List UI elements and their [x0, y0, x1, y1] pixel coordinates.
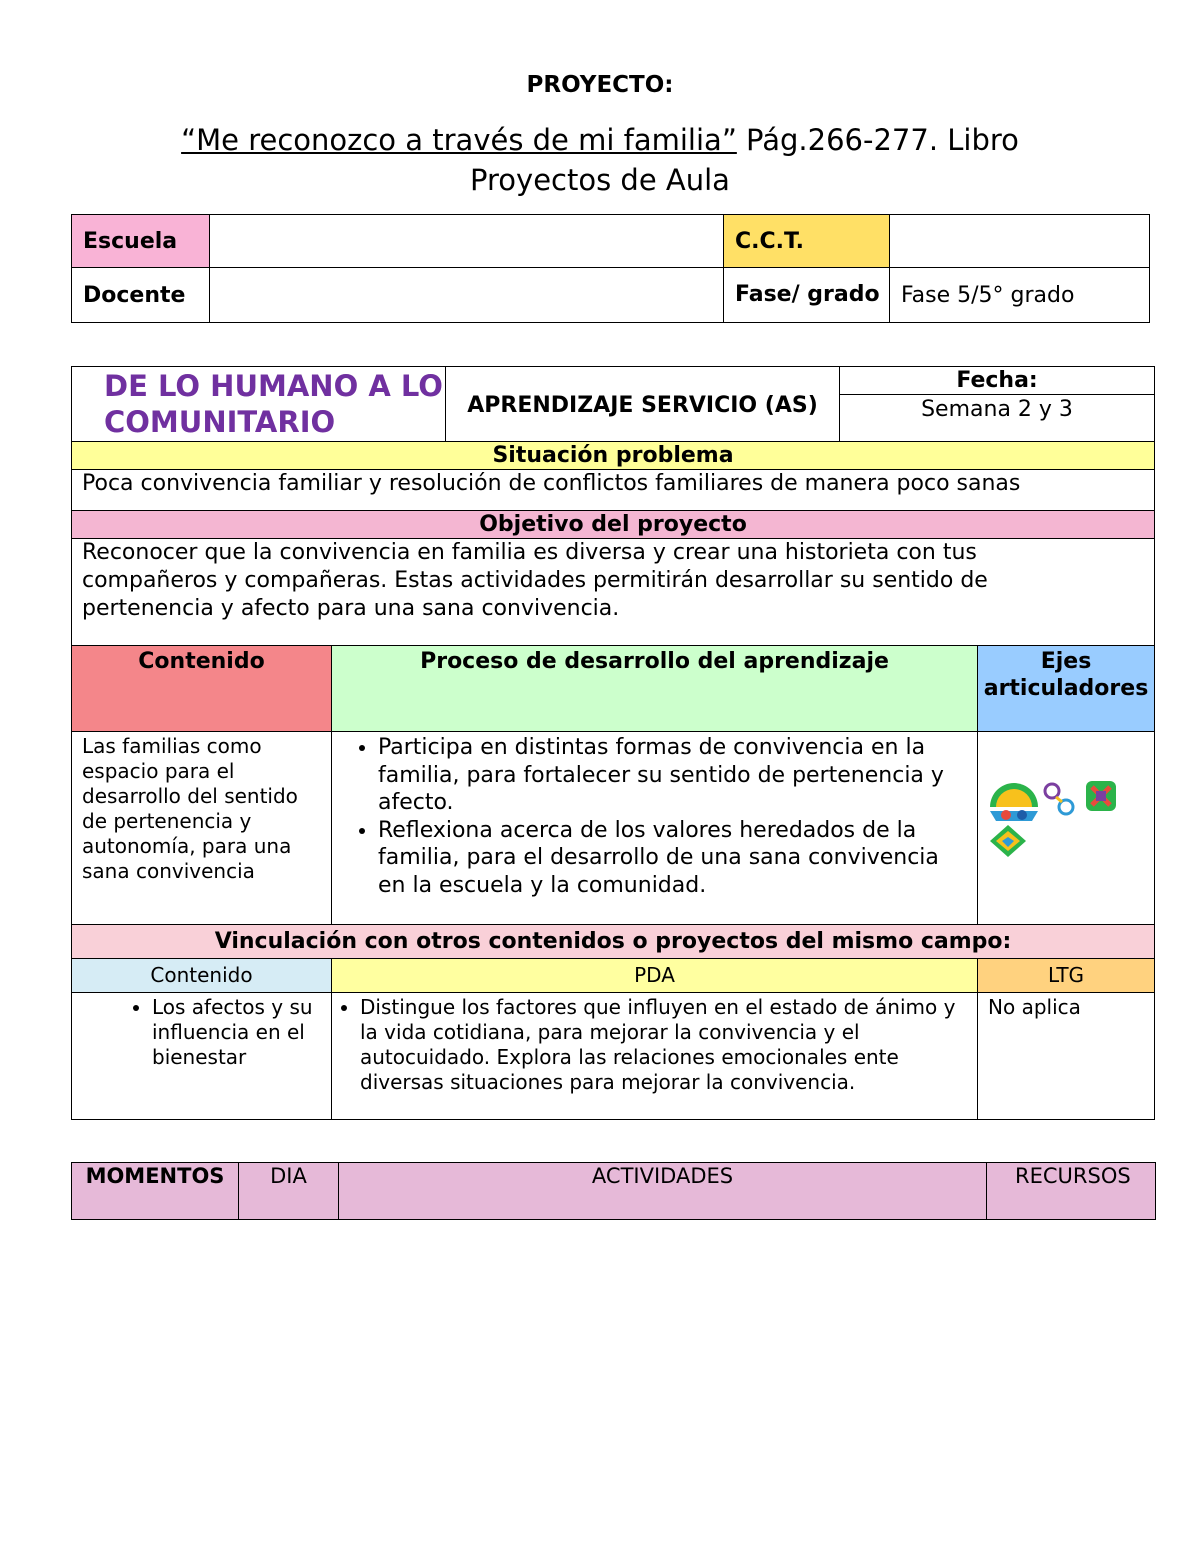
campo-formativo: DE LO HUMANO A LO COMUNITARIO	[72, 367, 446, 442]
vinculacion-label: Vinculación con otros contenidos o proyectos del mismo campo:	[72, 925, 1155, 959]
fase-label: Fase/ grado	[724, 268, 890, 323]
project-plan-table	[71, 366, 1155, 1120]
situacion-text: Poca convivencia familiar y resolución de conflictos familiares de manera poco sanas	[72, 470, 1155, 511]
page-title: PROYECTO:	[526, 72, 674, 98]
list-item: • Reflexiona acerca de los valores heredados de la familia, para el desarrollo de una sana convivencia en la escuela y la comunidad.	[378, 817, 969, 900]
project-name: “Me reconozco a través de mi familia”	[181, 123, 737, 157]
list-item: • Distingue los factores que influyen en el estado de ánimo y la vida cotidiana, para mejorar la convivencia y el autocuidado. Explora las relaciones emocionales ente diversas situaciones para mejorar la convivencia.	[360, 995, 957, 1095]
fase-value: Fase 5/5° grado	[890, 268, 1150, 323]
fecha-value: Semana 2 y 3	[840, 395, 1155, 442]
objetivo-label: Objetivo del proyecto	[72, 511, 1155, 539]
cct-label: C.C.T.	[724, 215, 890, 268]
vinc-ltg-text: No aplica	[978, 993, 1155, 1120]
momentos-header: MOMENTOS	[72, 1163, 239, 1220]
list-item: • Participa en distintas formas de convivencia en la familia, para fortalecer su sentido de pertenencia y afecto.	[378, 734, 969, 817]
ejes-articuladores-icons	[986, 777, 1126, 867]
contenido-text: Las familias como espacio para el desarrollo del sentido de pertenencia y autonomía, para una sana convivencia	[72, 732, 332, 925]
objetivo-text: Reconocer que la convivencia en familia es diversa y crear una historieta con tus compañeros y compañeras. Estas actividades permitirán desarrollar su sentido de pertenencia y afecto para una sana convivencia.	[72, 539, 1155, 646]
contenido-header: Contenido	[72, 646, 332, 732]
vinc-contenido-header: Contenido	[72, 959, 332, 993]
escuela-label: Escuela	[72, 215, 210, 268]
dia-header: DIA	[239, 1163, 339, 1220]
school-info-table	[71, 214, 1150, 323]
vinc-pda-list	[332, 995, 957, 1095]
project-pages: Pág.266-277. Libro Proyectos de Aula	[470, 123, 1019, 197]
ejes-cell	[978, 732, 1155, 925]
project-subtitle	[120, 120, 1080, 200]
proceso-cell	[332, 732, 978, 925]
activities-table	[71, 1162, 1156, 1220]
list-item: • Los afectos y su influencia en el bienestar	[152, 995, 321, 1070]
vinc-contenido-list	[72, 995, 331, 1070]
ejes-header: Ejes articuladores	[978, 646, 1155, 732]
cct-field[interactable]	[890, 215, 1150, 268]
actividades-header: ACTIVIDADES	[339, 1163, 987, 1220]
fecha-label: Fecha:	[840, 367, 1155, 395]
vinc-pda-header: PDA	[332, 959, 978, 993]
escuela-field[interactable]	[210, 215, 724, 268]
docente-label: Docente	[72, 268, 210, 323]
situacion-label: Situación problema	[72, 442, 1155, 470]
vinc-contenido-cell	[72, 993, 332, 1120]
proceso-list	[332, 734, 969, 899]
recursos-header: RECURSOS	[987, 1163, 1156, 1220]
proceso-header: Proceso de desarrollo del aprendizaje	[332, 646, 978, 732]
vinc-ltg-header: LTG	[978, 959, 1155, 993]
metodologia: APRENDIZAJE SERVICIO (AS)	[446, 367, 840, 442]
vinc-pda-cell	[332, 993, 978, 1120]
docente-field[interactable]	[210, 268, 724, 323]
